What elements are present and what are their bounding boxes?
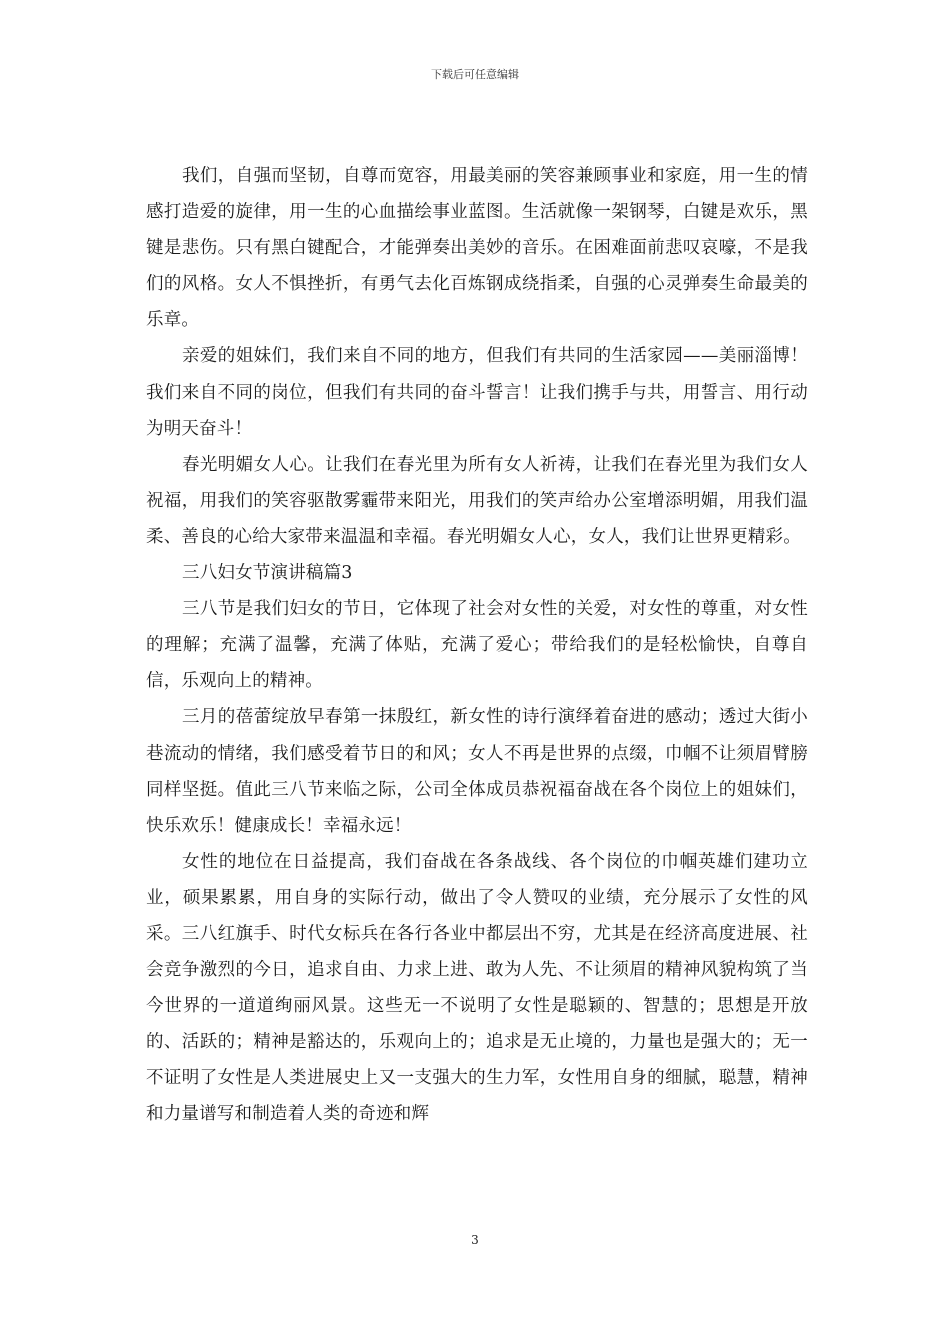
paragraph-5: 三月的蓓蕾绽放早春第一抹殷红，新女性的诗行演绎着奋进的感动；透过大街小巷流动的情绪，我们感受着节日的和风；女人不再是世界的点缀，巾帼不让须眉臂膀同样坚挺。值此三八节来临之际，公司全体成员恭祝福奋战在各个岗位上的姐妹们，快乐欢乐！健康成长！幸福永远！ [146,707,808,836]
paragraph-4: 三八节是我们妇女的节日，它体现了社会对女性的关爱，对女性的尊重，对女性的理解；充满了温馨，充满了体贴，充满了爱心；带给我们的是轻松愉快，自尊自信，乐观向上的精神。 [146,599,808,692]
page-header: 下载后可任意编辑 [431,68,519,81]
paragraph-6: 女性的地位在日益提高，我们奋战在各条战线、各个岗位的巾帼英雄们建功立业，硕果累累，用自身的实际行动，做出了令人赞叹的业绩，充分展示了女性的风采。三八红旗手、时代女标兵在各行各业中都层出不穷，尤其是在经济高度进展、社会竞争激烈的今日，追求自由、力求上进、敢为人先、不让须眉的精神风貌构筑了当今世界的一道道绚丽风景。这些无一不说明了女性是聪颖的、智慧的；思想是开放的、活跃的；精神是豁达的，乐观向上的；追求是无止境的，力量也是强大的；无一不证明了女性是人类进展史上又一支强大的生力军，女性用自身的细腻，聪慧，精神和力量谱写和制造着人类的奇迹和辉 [146,851,808,1125]
document-body [146,158,808,1133]
paragraph-3: 春光明媚女人心。让我们在春光里为所有女人祈祷，让我们在春光里为我们女人祝福，用我们的笑容驱散雾霾带来阳光，用我们的笑声给办公室增添明媚，用我们温柔、善良的心给大家带来温温和幸福。春光明媚女人心，女人，我们让世界更精彩。 [146,454,808,547]
section-heading: 三八妇女节演讲稿篇3 [182,563,353,584]
paragraph-2: 亲爱的姐妹们，我们来自不同的地方，但我们有共同的生活家园——美丽淄博！我们来自不同的岗位，但我们有共同的奋斗誓言！让我们携手与共，用誓言、用行动为明天奋斗！ [146,346,808,439]
page-number: 3 [471,1233,479,1247]
paragraph-1: 我们，自强而坚韧，自尊而宽容，用最美丽的笑容兼顾事业和家庭，用一生的情感打造爱的旋律，用一生的心血描绘事业蓝图。生活就像一架钢琴，白键是欢乐，黑键是悲伤。只有黑白键配合，才能弹奏出美妙的音乐。在困难面前悲叹哀嚎，不是我们的风格。女人不惧挫折，有勇气去化百炼钢成绕指柔，自强的心灵弹奏生命最美的乐章。 [146,166,808,331]
